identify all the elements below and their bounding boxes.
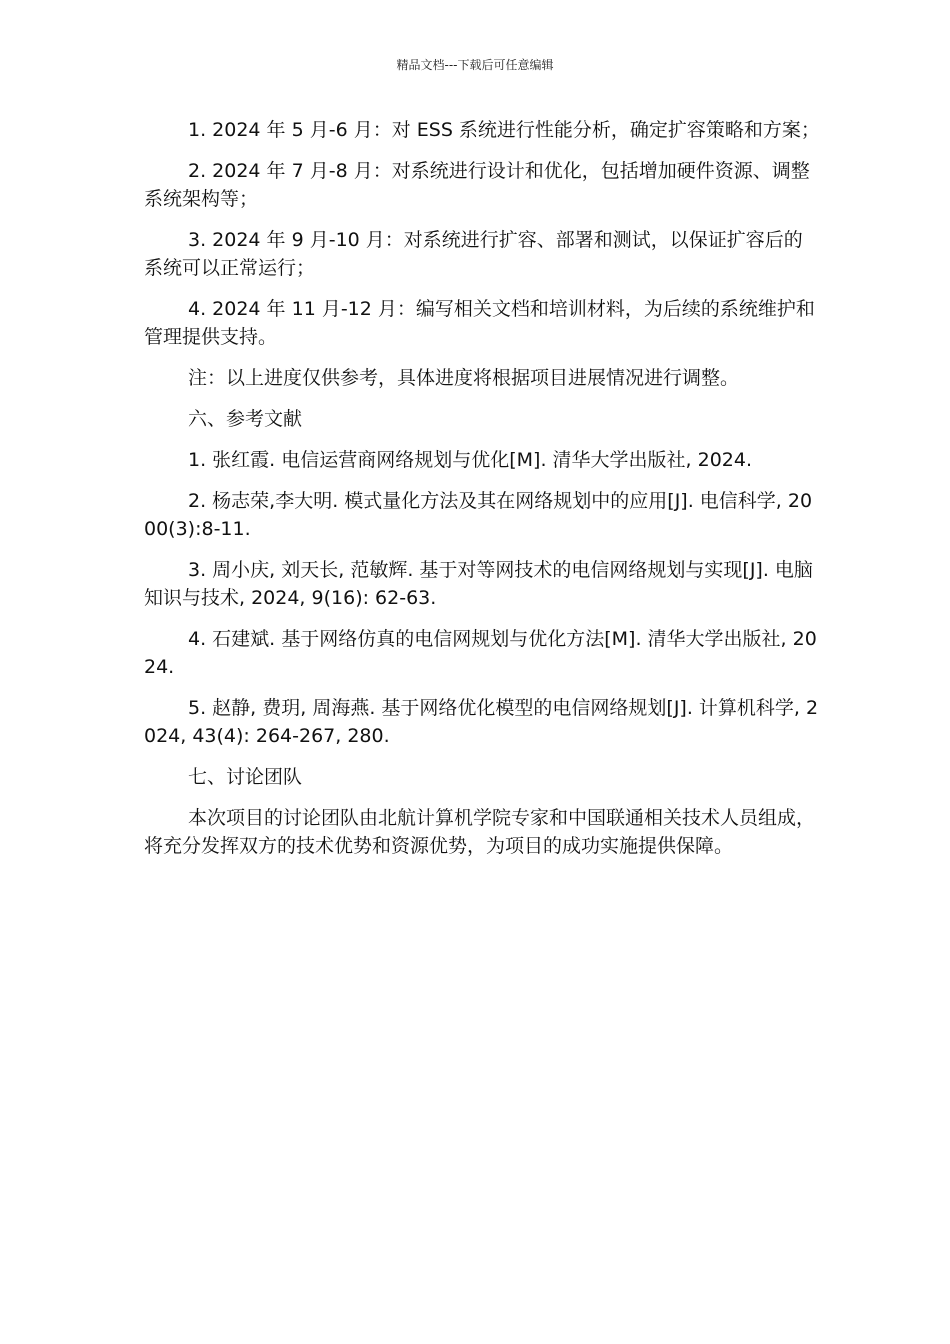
reference-item-4: 4. 石建斌. 基于网络仿真的电信网规划与优化方法[M]. 清华大学出版社, 2024.	[144, 628, 817, 678]
reference-item-2: 2. 杨志荣,李大明. 模式量化方法及其在网络规划中的应用[J]. 电信科学, 2000(3):8-11.	[144, 490, 813, 540]
schedule-item-4: 4. 2024 年 11 月-12 月：编写相关文档和培训材料，为后续的系统维护和管理提供支持。	[144, 298, 815, 348]
document-body	[144, 116, 820, 873]
schedule-item-1: 1. 2024 年 5 月-6 月：对 ESS 系统进行性能分析，确定扩容策略和方案；	[188, 119, 820, 141]
schedule-item-2: 2. 2024 年 7 月-8 月：对系统进行设计和优化，包括增加硬件资源、调整系统架构等；	[144, 160, 810, 210]
section-heading-references: 六、参考文献	[188, 408, 303, 430]
reference-item-5: 5. 赵静, 费玥, 周海燕. 基于网络优化模型的电信网络规划[J]. 计算机科学, 2024, 43(4): 264-267, 280.	[144, 697, 819, 747]
reference-item-3: 3. 周小庆, 刘天长, 范敏辉. 基于对等网技术的电信网络规划与实现[J]. 电脑知识与技术, 2024, 9(16): 62-63.	[144, 559, 813, 609]
page-header: 精品文档---下载后可任意编辑	[396, 58, 554, 72]
schedule-note: 注：以上进度仅供参考，具体进度将根据项目进展情况进行调整。	[188, 367, 740, 389]
team-description: 本次项目的讨论团队由北航计算机学院专家和中国联通相关技术人员组成，将充分发挥双方的技术优势和资源优势，为项目的成功实施提供保障。	[144, 807, 816, 857]
schedule-item-3: 3. 2024 年 9 月-10 月：对系统进行扩容、部署和测试，以保证扩容后的系统可以正常运行；	[144, 229, 803, 279]
section-heading-team: 七、讨论团队	[188, 766, 303, 788]
reference-item-1: 1. 张红霞. 电信运营商网络规划与优化[M]. 清华大学出版社, 2024.	[188, 449, 753, 471]
